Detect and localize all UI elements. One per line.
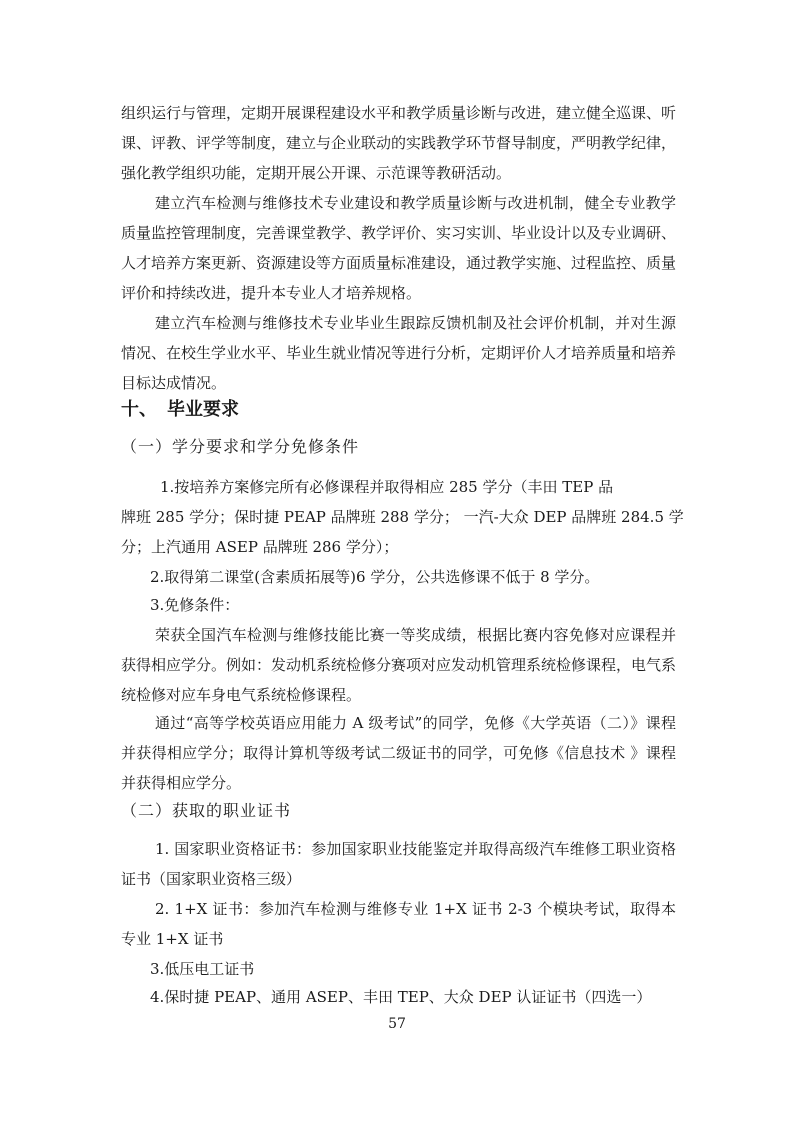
section-number: 十、 (121, 399, 157, 420)
certificate-item-1: 1. 国家职业资格证书：参加国家职业技能鉴定并取得高级汽车维修工职业资格证书（国家职业资格三级） (121, 840, 676, 888)
subsection-title-certificates: （二）获取的职业证书 (121, 801, 292, 820)
certificate-item-2: 2. 1+X 证书：参加汽车检测与维修专业 1+X 证书 2-3 个模块考试，取得本专业 1+X 证书 (121, 900, 676, 948)
certificate-item-3: 3.低压电工证书 (150, 960, 255, 978)
credit-item-1-line-1: 1.按培养方案修完所有必修课程并取得相应 285 学分（丰田 TEP 品 (160, 478, 614, 496)
credit-item-3: 3.免修条件： (150, 596, 240, 614)
section-heading (121, 395, 239, 425)
credit-item-1-line-2: 牌班 285 学分；保时捷 PEAP 品牌班 288 学分； 一汽-大众 DEP 品牌班 284.5 学 (121, 508, 684, 526)
paragraph-graduate-tracking: 建立汽车检测与维修技术专业毕业生跟踪反馈机制及社会评价机制，并对生源情况、在校生学业水平、毕业生就业情况等进行分析，定期评价人才培养质量和培养目标达成情况。 (121, 314, 677, 392)
credit-item-1-line-3: 分；上汽通用 ASEP 品牌班 286 学分）； (121, 538, 399, 556)
paragraph-exemption-competition: 荣获全国汽车检测与维修技能比赛一等奖成绩，根据比赛内容免修对应课程并获得相应学分。例如：发动机系统检修分赛项对应发动机管理系统检修课程，电气系统检修对应车身电气系统检修课程。 (121, 626, 677, 704)
credit-item-2: 2.取得第二课堂(含素质拓展等)6 学分，公共选修课不低于 8 学分。 (150, 568, 600, 586)
section-title: 毕业要求 (167, 399, 239, 420)
page-number: 57 (388, 1016, 406, 1032)
certificate-item-4: 4.保时捷 PEAP、通用 ASEP、丰田 TEP、大众 DEP 认证证书（四选一） (150, 988, 652, 1006)
subsection-title-credits: （一）学分要求和学分免修条件 (121, 437, 360, 456)
paragraph-quality-mechanism: 建立汽车检测与维修技术专业建设和教学质量诊断与改进机制，健全专业教学质量监控管理制度，完善课堂教学、教学评价、实习实训、毕业设计以及专业调研、人才培养方案更新、资源建设等方面质量标准建设，通过教学实施、过程监控、质量评价和持续改进，提升本专业人才培养规格。 (121, 194, 677, 302)
paragraph-exemption-english: 通过“高等学校英语应用能力 A 级考试”的同学，免修《大学英语（二）》课程并获得相应学分；取得计算机等级考试二级证书的同学，可免修《信息技术 》课程并获得相应学分。 (121, 714, 676, 792)
paragraph-teaching-management: 组织运行与管理，定期开展课程建设水平和教学质量诊断与改进，建立健全巡课、听课、评教、评学等制度，建立与企业联动的实践教学环节督导制度，严明教学纪律，强化教学组织功能，定期开展公开课、示范课等教研活动。 (121, 104, 677, 182)
